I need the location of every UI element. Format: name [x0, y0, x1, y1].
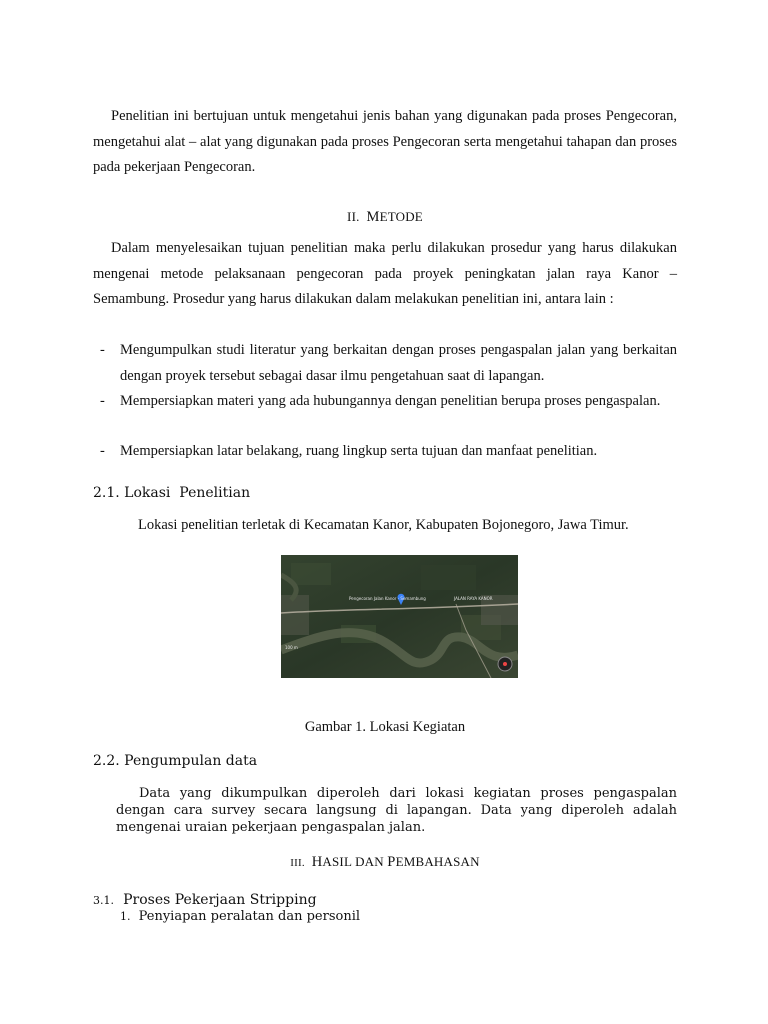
bullet-text: Mempersiapkan latar belakang, ruang lingkup serta tujuan dan manfaat penelitian. — [120, 443, 598, 459]
section-3-number: III. — [290, 857, 305, 869]
list-item-number: 1. — [120, 910, 131, 923]
subsection-3-1-title: Proses Pekerjaan Stripping — [123, 892, 317, 908]
subsection-2-1-paragraph: Lokasi penelitian terletak di Kecamatan Kanor, Kabupaten Bojonegoro, Jawa Timur. — [138, 517, 629, 533]
section-2-number: II. — [347, 209, 360, 224]
location-map-image — [281, 555, 518, 678]
intro-paragraph: Penelitian ini bertujuan untuk mengetahui jenis bahan yang digunakan pada proses Pengecoran, mengetahui alat – alat yang digunakan pada proses Pengecoran serta mengetahui tahapan dan proses pada pekerjaan Pengecoran. — [93, 108, 677, 175]
section-3-word3-initial: P — [387, 854, 396, 870]
bullet-marker: - — [100, 342, 105, 358]
subsection-3-1-number: 3.1. — [93, 894, 114, 907]
section-2-heading — [93, 209, 677, 226]
section-2-paragraph: Dalam menyelesaikan tujuan penelitian maka perlu dilakukan prosedur yang harus dilakukan mengenai metode pelaksanaan pengecoran pada proyek peningkatan jalan raya Kanor – Semambung. Prosedur yang harus dilakukan dalam melakukan penelitian ini, antara lain : — [93, 240, 677, 307]
list-item — [100, 338, 677, 389]
subsection-2-1-title: 2.1. Lokasi Penelitian — [93, 485, 251, 501]
figure-caption: Gambar 1. Lokasi Kegiatan — [304, 719, 466, 735]
list-item — [100, 439, 677, 465]
bullet-text: Mengumpulkan studi literatur yang berkaitan dengan proses pengaspalan jalan yang berkaitan dengan proyek tersebut sebagai dasar ilmu pengetahuan saat di lapangan. — [120, 342, 677, 384]
map-road-label: JALAN RAYA KANOR — [454, 596, 493, 601]
map-scale-label: 100 m — [285, 645, 298, 650]
list-item-text: Penyiapan peralatan dan personil — [138, 909, 361, 924]
bullet-marker: - — [100, 393, 105, 409]
bullet-marker: - — [100, 443, 105, 459]
section-3-word2: DAN — [355, 854, 384, 869]
list-item — [120, 905, 360, 924]
section-3-heading — [93, 854, 677, 871]
section-3-word1-initial: H — [311, 854, 323, 870]
subsection-2-2-title: 2.2. Pengumpulan data — [93, 753, 258, 769]
list-item — [100, 389, 677, 415]
bullet-text: Mempersiapkan materi yang ada hubungannya dengan penelitian berupa proses pengaspalan. — [120, 393, 661, 409]
section-2-title-initial: M — [366, 209, 380, 225]
section-2-title-rest: ETODE — [379, 209, 423, 224]
subsection-2-2-paragraph: Data yang dikumpulkan diperoleh dari lokasi kegiatan proses pengaspalan dengan cara survey secara langsung di lapangan. Data yang diperoleh adalah mengenai uraian pekerjaan pengaspalan jalan. — [116, 786, 677, 835]
map-place-label: Pengecoran Jalan Kanor - Semambung — [349, 596, 426, 601]
section-3-word3-rest: EMBAHASAN — [395, 854, 480, 869]
section-3-word1-rest: ASIL — [322, 854, 352, 869]
